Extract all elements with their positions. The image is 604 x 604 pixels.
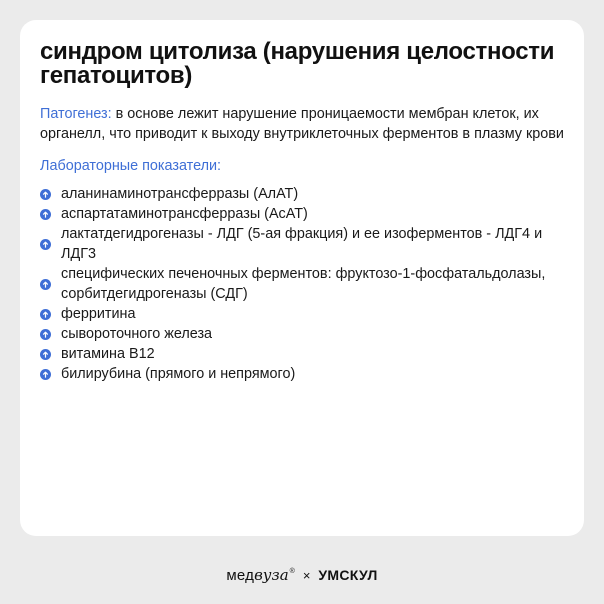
list-item-text: ферритина bbox=[61, 306, 136, 322]
footer-branding bbox=[0, 563, 604, 587]
list-item bbox=[40, 324, 566, 344]
list-item-text: билирубина (прямого и непрямого) bbox=[61, 366, 296, 382]
list-item bbox=[40, 184, 566, 204]
content-card bbox=[20, 20, 584, 536]
list-item-text: витамина В12 bbox=[61, 346, 155, 362]
arrow-up-circle-icon bbox=[40, 309, 51, 320]
list-item-text: аланинаминотрансферразы (АлАТ) bbox=[61, 186, 299, 202]
arrow-up-circle-icon bbox=[40, 279, 51, 290]
list-item bbox=[40, 364, 566, 384]
list-item bbox=[40, 264, 566, 304]
page-title: синдром цитолиза (нарушения целостности гепатоцитов) bbox=[40, 38, 555, 89]
list-item bbox=[40, 204, 566, 224]
arrow-up-circle-icon bbox=[40, 349, 51, 360]
pathogenesis-paragraph bbox=[40, 104, 566, 144]
lab-section-label: Лабораторные показатели: bbox=[40, 158, 222, 174]
pathogenesis-text: в основе лежит нарушение проницаемости мембран клеток, их органелл, что приводит к выходу внутриклеточных ферментов в плазму крови bbox=[40, 106, 564, 142]
list-item bbox=[40, 304, 566, 324]
umskul-logo: УМСКУЛ bbox=[318, 567, 378, 583]
pathogenesis-label: Патогенез: bbox=[40, 106, 112, 122]
list-item-text: аспартатаминотрансферразы (АсАТ) bbox=[61, 206, 308, 222]
list-item-text: лактатдегидрогеназы - ЛДГ (5-ая фракция) и ее изоферментов - ЛДГ4 и ЛДГ3 bbox=[61, 226, 543, 262]
arrow-up-circle-icon bbox=[40, 329, 51, 340]
lab-indicators-list bbox=[40, 184, 566, 384]
collab-separator: × bbox=[302, 567, 311, 583]
list-item-text: сывороточного железа bbox=[61, 326, 213, 342]
arrow-up-circle-icon bbox=[40, 189, 51, 200]
list-item-text: специфических печеночных ферментов: фруктозо-1-фосфатальдолазы, сорбитдегидрогеназы (СДГ) bbox=[61, 266, 546, 302]
arrow-up-circle-icon bbox=[40, 209, 51, 220]
arrow-up-circle-icon bbox=[40, 369, 51, 380]
list-item bbox=[40, 224, 566, 264]
list-item bbox=[40, 344, 566, 364]
arrow-up-circle-icon bbox=[40, 239, 51, 250]
medvuza-logo: медвуза® bbox=[226, 565, 295, 584]
